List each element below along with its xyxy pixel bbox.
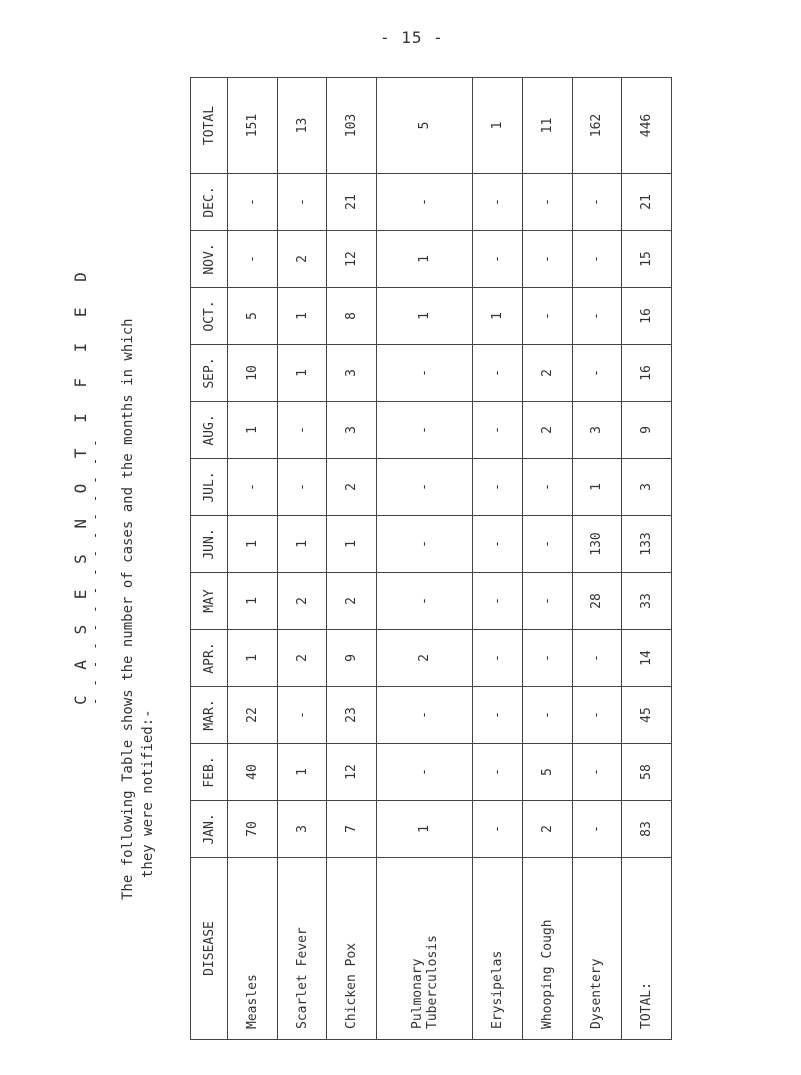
table-cell: 23: [327, 687, 377, 744]
table-cell: 1: [473, 78, 523, 174]
table-cell: -: [473, 516, 523, 573]
table-cell: 1: [277, 516, 327, 573]
table-cell: 1: [228, 516, 278, 573]
intro-line-2: they were notified:-: [140, 709, 156, 878]
intro-paragraph: [118, 318, 158, 900]
table-cell: 12: [327, 744, 377, 801]
cases-table-container: [190, 77, 672, 1040]
table-cell: -: [522, 231, 572, 288]
column-header-disease: DISEASE: [191, 858, 228, 1040]
table-cell: 5: [522, 744, 572, 801]
heading-underline: - - - - - - - - - - - - - - -: [88, 437, 102, 705]
table-cell: -: [522, 516, 572, 573]
table-total-row: [622, 78, 672, 1040]
table-cell: 162: [572, 78, 622, 174]
table-cell: 1: [473, 288, 523, 345]
table-cell: 1: [377, 288, 473, 345]
table-cell: 2: [522, 402, 572, 459]
table-cell: 9: [622, 402, 672, 459]
page-title: [72, 264, 100, 705]
table-cell: 130: [572, 516, 622, 573]
table-cell: -: [277, 459, 327, 516]
table-cell: 1: [377, 231, 473, 288]
table-cell: 1: [228, 573, 278, 630]
disease-cell: Chicken Pox: [327, 858, 377, 1040]
table-cell: -: [377, 744, 473, 801]
table-cell: 1: [572, 459, 622, 516]
table-row: [522, 78, 572, 1040]
table-row: [473, 78, 523, 1040]
table-cell: 16: [622, 288, 672, 345]
cases-notified-table: [190, 77, 672, 1040]
table-row: [277, 78, 327, 1040]
column-header: NOV.: [191, 231, 228, 288]
table-cell: -: [473, 630, 523, 687]
table-cell: -: [228, 231, 278, 288]
column-header: DEC.: [191, 174, 228, 231]
table-cell: 22: [228, 687, 278, 744]
table-cell: 2: [277, 573, 327, 630]
column-header: JAN.: [191, 801, 228, 858]
table-cell: -: [377, 402, 473, 459]
table-cell: 70: [228, 801, 278, 858]
table-cell: -: [522, 630, 572, 687]
table-cell: 5: [377, 78, 473, 174]
page-number: - 15 -: [380, 28, 444, 47]
table-cell: 12: [327, 231, 377, 288]
table-body: [228, 78, 672, 1040]
table-cell: 2: [522, 801, 572, 858]
disease-cell: Dysentery: [572, 858, 622, 1040]
table-cell: -: [473, 345, 523, 402]
table-cell: 58: [622, 744, 672, 801]
table-cell: -: [572, 801, 622, 858]
table-cell: 1: [377, 801, 473, 858]
column-header: SEP.: [191, 345, 228, 402]
table-cell: 2: [377, 630, 473, 687]
table-cell: -: [522, 573, 572, 630]
column-header: MAY: [191, 573, 228, 630]
table-cell: -: [572, 630, 622, 687]
disease-cell: Whooping Cough: [522, 858, 572, 1040]
table-cell: -: [473, 402, 523, 459]
table-cell: 83: [622, 801, 672, 858]
column-header: FEB.: [191, 744, 228, 801]
column-header: TOTAL: [191, 78, 228, 174]
table-cell: -: [228, 459, 278, 516]
table-cell: -: [473, 687, 523, 744]
table-cell: 446: [622, 78, 672, 174]
disease-cell: TOTAL:: [622, 858, 672, 1040]
table-cell: 151: [228, 78, 278, 174]
table-cell: -: [572, 345, 622, 402]
heading-text: C A S E S N O T I F I E D: [71, 264, 90, 705]
table-cell: -: [572, 174, 622, 231]
table-cell: -: [473, 459, 523, 516]
column-header: OCT.: [191, 288, 228, 345]
table-cell: 1: [228, 630, 278, 687]
table-cell: 1: [277, 345, 327, 402]
table-cell: 21: [622, 174, 672, 231]
column-header: MAR.: [191, 687, 228, 744]
table-cell: 21: [327, 174, 377, 231]
table-cell: -: [228, 174, 278, 231]
table-cell: 103: [327, 78, 377, 174]
table-cell: 11: [522, 78, 572, 174]
column-header: APR.: [191, 630, 228, 687]
table-cell: 16: [622, 345, 672, 402]
table-row: [572, 78, 622, 1040]
intro-line-1: The following Table shows the number of cases and the months in which: [120, 318, 136, 900]
table-row: [377, 78, 473, 1040]
table-cell: 2: [277, 231, 327, 288]
table-cell: -: [572, 687, 622, 744]
table-cell: -: [377, 459, 473, 516]
table-cell: 8: [327, 288, 377, 345]
table-cell: 1: [228, 402, 278, 459]
column-header: JUL.: [191, 459, 228, 516]
table-cell: 9: [327, 630, 377, 687]
table-cell: 3: [277, 801, 327, 858]
table-cell: -: [377, 687, 473, 744]
disease-cell: Scarlet Fever: [277, 858, 327, 1040]
table-cell: 2: [327, 459, 377, 516]
table-cell: -: [377, 174, 473, 231]
table-cell: -: [473, 573, 523, 630]
table-cell: -: [473, 801, 523, 858]
table-cell: 33: [622, 573, 672, 630]
table-cell: -: [572, 231, 622, 288]
table-cell: -: [277, 174, 327, 231]
table-header-row: [191, 78, 228, 1040]
table-cell: -: [572, 288, 622, 345]
table-cell: 1: [277, 288, 327, 345]
table-cell: 13: [277, 78, 327, 174]
table-cell: -: [473, 744, 523, 801]
table-cell: 40: [228, 744, 278, 801]
disease-cell: Measles: [228, 858, 278, 1040]
table-cell: 45: [622, 687, 672, 744]
table-cell: 3: [327, 345, 377, 402]
table-cell: 1: [277, 744, 327, 801]
column-header: AUG.: [191, 402, 228, 459]
table-cell: -: [522, 687, 572, 744]
table-cell: 133: [622, 516, 672, 573]
table-cell: -: [473, 231, 523, 288]
table-cell: -: [572, 744, 622, 801]
table-cell: -: [522, 288, 572, 345]
table-cell: 3: [327, 402, 377, 459]
table-cell: 2: [277, 630, 327, 687]
table-cell: -: [522, 174, 572, 231]
table-cell: -: [522, 459, 572, 516]
column-header: JUN.: [191, 516, 228, 573]
table-cell: 1: [327, 516, 377, 573]
table-cell: -: [377, 345, 473, 402]
table-cell: -: [277, 687, 327, 744]
table-row: [327, 78, 377, 1040]
table-cell: 5: [228, 288, 278, 345]
table-row: [228, 78, 278, 1040]
table-cell: -: [377, 516, 473, 573]
table-cell: 14: [622, 630, 672, 687]
table-cell: 28: [572, 573, 622, 630]
table-cell: 2: [327, 573, 377, 630]
table-cell: -: [277, 402, 327, 459]
table-cell: 10: [228, 345, 278, 402]
table-cell: 3: [622, 459, 672, 516]
table-cell: -: [473, 174, 523, 231]
disease-cell: Erysipelas: [473, 858, 523, 1040]
table-cell: 3: [572, 402, 622, 459]
table-cell: 7: [327, 801, 377, 858]
table-cell: -: [377, 573, 473, 630]
table-cell: 15: [622, 231, 672, 288]
table-cell: 2: [522, 345, 572, 402]
disease-cell: Pulmonary Tuberculosis: [377, 858, 473, 1040]
